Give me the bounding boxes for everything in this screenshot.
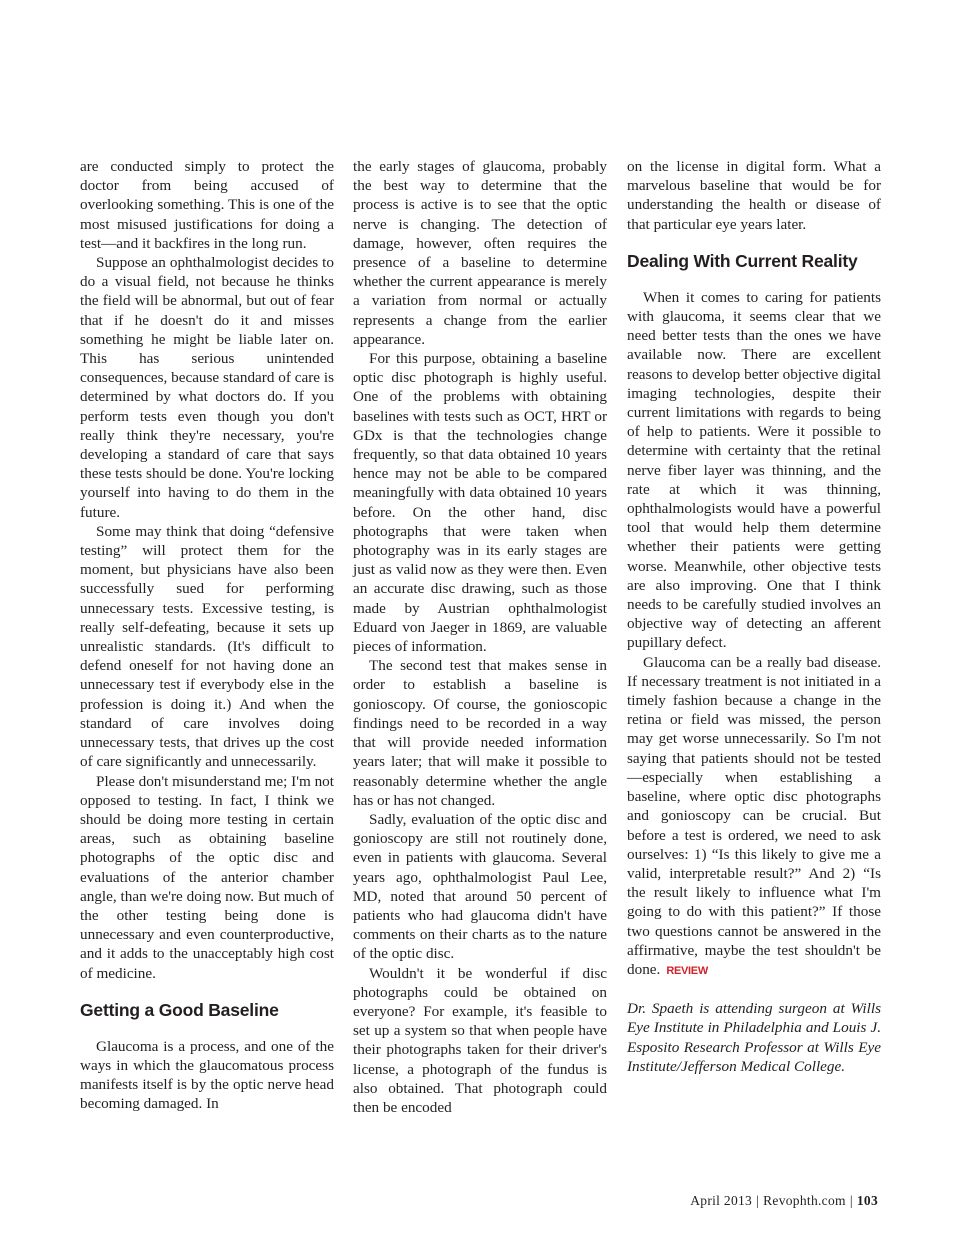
column-1 — [80, 157, 334, 1114]
page-footer — [690, 1193, 878, 1209]
section-heading-current-reality: Dealing With Current Reality — [627, 250, 858, 271]
paragraph-final — [627, 653, 881, 981]
paragraph: Glaucoma is a process, and one of the ways in which the glaucomatous process manifests itself is by the optic nerve head becoming damaged. In — [80, 1037, 334, 1113]
review-end-mark: REVIEW — [666, 964, 708, 977]
paragraph: on the license in digital form. What a marvelous baseline that would be for understanding the health or disease of that particular eye years later. — [627, 158, 881, 233]
column-3 — [627, 157, 881, 1076]
column-2 — [353, 157, 607, 1117]
paragraph: Suppose an ophthalmologist decides to do a visual field, not because he thinks the field will be abnormal, but out of fear that if he doesn't do it and misses something he might be liable later on. This has serious unintended consequences, because standard of care is determined by what doctors do. If you perform tests even though you don't really think they're necessary, you're developing a standard of care that says these tests should be done. You're locking yourself into having to do them in the future. — [80, 254, 334, 521]
paragraph: are conducted simply to protect the doctor from being accused of overlooking something. This is one of the most misused justifications for doing a test—and it backfires in the long run. — [80, 158, 334, 252]
paragraph: the early stages of glaucoma, probably the best way to determine that the process is active is to see that the optic nerve is changing. The detection of damage, however, often requires the presence of a baseline to determine whether the current appearance is merely a variation from normal or actually represents a change from the earlier appearance. — [353, 158, 607, 348]
footer-separator: | — [849, 1193, 853, 1208]
paragraph-text: Glaucoma can be a really bad disease. If necessary treatment is not initiated in a timely fashion because a change in the retina or field was missed, the person may get worse unnecessarily. So I'm not saying that patients should not be tested—especially when establishing a baseline, where optic disc photographs and gonioscopy can be crucial. But before a test is ordered, we need to ask ourselves: 1) “Is this likely to give me a valid, interpretable result?” And 2) “Is the result likely to influence what I'm going to do with this patient?” If those two questions cannot be answered in the affirmative, maybe the test shouldn't be done. — [627, 653, 881, 978]
issue-date: April 2013 — [690, 1193, 753, 1208]
page-number: 103 — [856, 1193, 878, 1208]
footer-separator: | — [756, 1193, 760, 1208]
paragraph: Please don't misunderstand me; I'm not opposed to testing. In fact, I think we should be doing more testing in certain areas, such as obtaining baseline photographs of the optic disc and evaluations of the anterior chamber angle, than we're doing now. But much of the other testing being done is unnecessary and even counterproductive, and it adds to the unacceptably high cost of medicine. — [80, 772, 334, 982]
paragraph: Some may think that doing “defensive testing” will protect them for the moment, but physicians have also been successfully sued for performing unnecessary tests. Excessive testing, is really self-defeating, because it sets up unrealistic standards. (It's difficult to defend oneself for not having done an unnecessary test if everybody else in the profession is doing it.) And when the standard of care involves doing unnecessary tests, that drives up the cost of care significantly and unnecessarily. — [80, 522, 334, 771]
paragraph: Wouldn't it be wonderful if disc photographs could be obtained on everyone? For example, it's feasible to set up a system so that when people have their photographs taken for their driver's license, a photograph of the fundus is also obtained. That photograph could then be encoded — [353, 964, 607, 1116]
paragraph: For this purpose, obtaining a baseline optic disc photograph is highly useful. One of the problems with obtaining baselines with tests such as OCT, HRT or GDx is that the technologies change frequently, so that data obtained 10 years hence may not be able to be compared meaningfully with data obtained 10 years before. On the other hand, disc photographs that were taken when photography was in its early stages are just as valid now as they were then. Even an accurate disc drawing, such as those made by Austrian ophthalmologist Eduard von Jaeger in 1869, are valuable pieces of information. — [353, 350, 607, 656]
paragraph: When it comes to caring for patients with glaucoma, it seems clear that we need better tests than the ones we have available now. There are excellent reasons to develop better objective digital imaging technologies, despite their current limitations with regards to being of help to patients. Were it possible to determine with certainty that the retinal nerve fiber layer was thinning, and the rate at which it was thinning, ophthalmologists would have a powerful tool that would help them determine whether their patients were getting worse. Meanwhile, other objective tests are also improving. One that I think needs to be carefully studied involves an objective way of detecting an afferent pupillary defect. — [627, 288, 881, 652]
author-bio: Dr. Spaeth is attending surgeon at Wills Eye Institute in Philadelphia and Louis J. Esposito Research Professor at Wills Eye Institute/Jefferson Medical College. — [627, 1000, 881, 1075]
paragraph: Sadly, evaluation of the optic disc and gonioscopy are still not routinely done, even in patients with glaucoma. Several years ago, ophthalmologist Paul Lee, MD, noted that around 50 percent of patients who had glaucoma didn't have comments on their charts as to the nature of the optic disc. — [353, 810, 607, 963]
website: Revophth.com — [763, 1193, 846, 1208]
paragraph: The second test that makes sense in order to establish a baseline is gonioscopy. Of course, the gonioscopic findings need to be recorded in a way that will provide needed information years later; that will make it possible to reasonably determine whether the angle has or has not changed. — [353, 657, 607, 809]
section-heading-baseline: Getting a Good Baseline — [80, 999, 279, 1020]
